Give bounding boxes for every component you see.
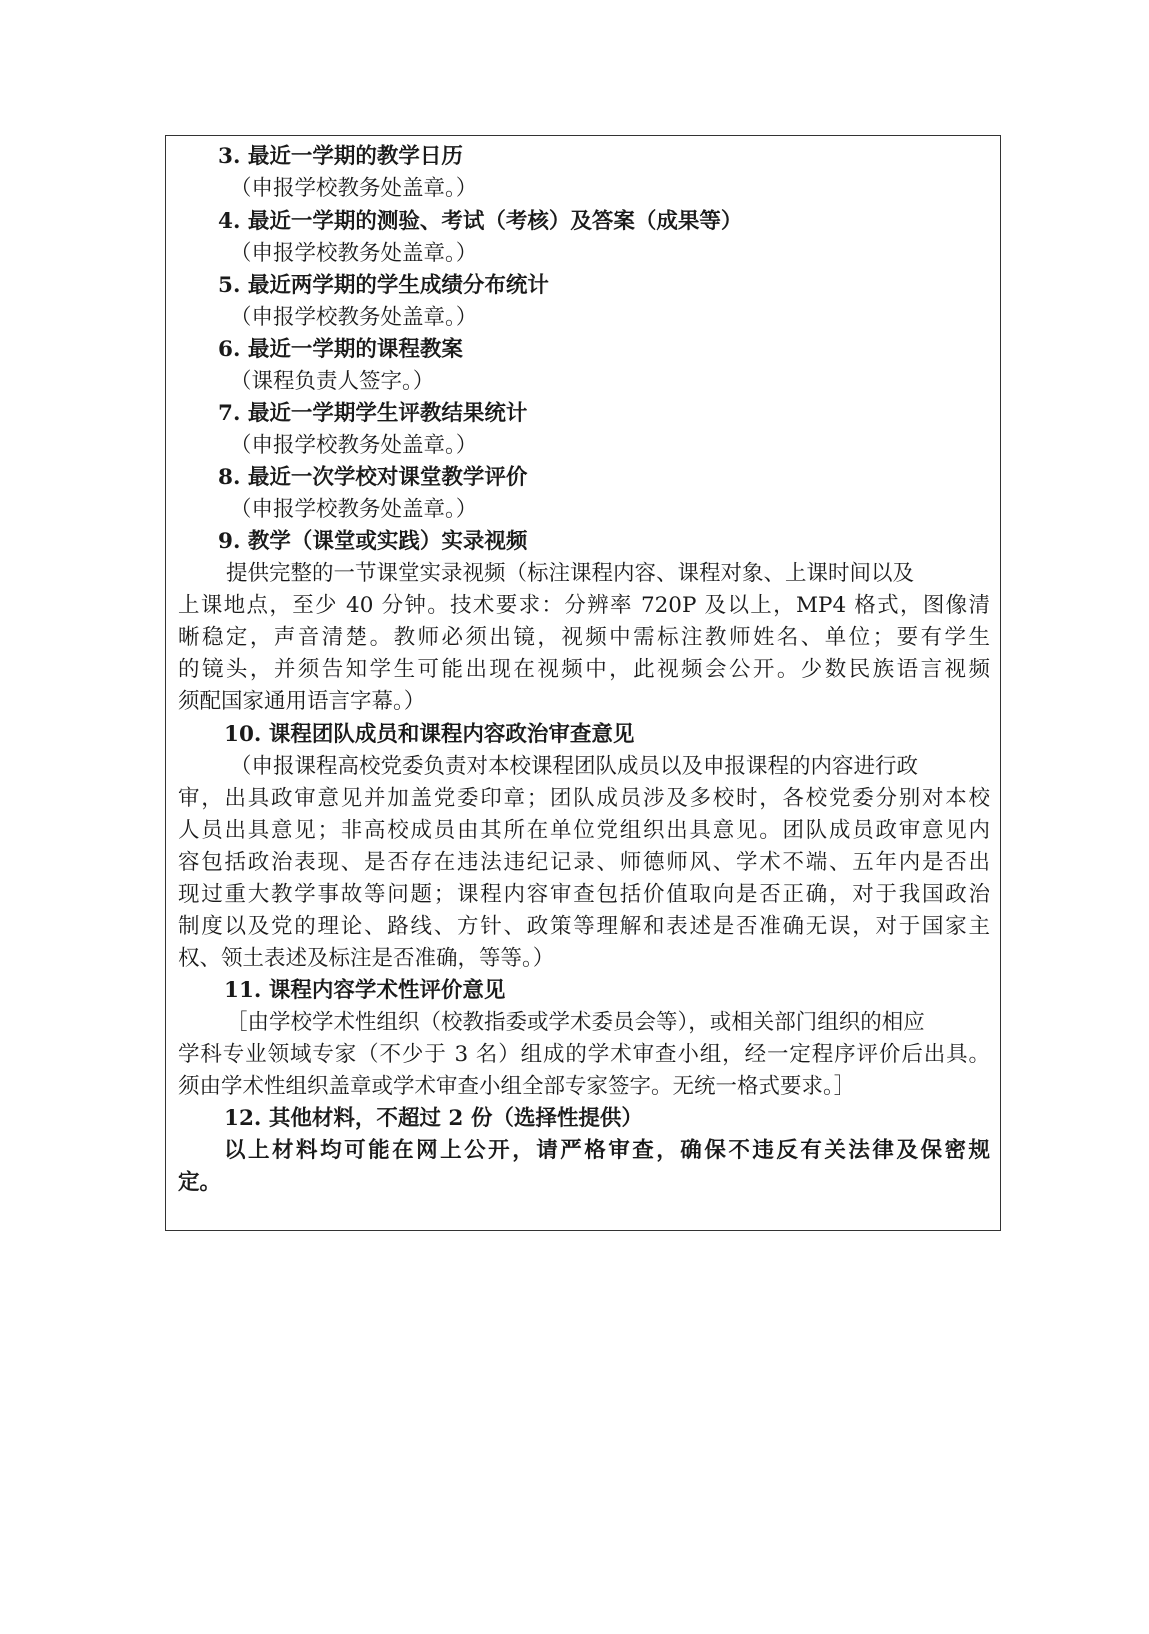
item-6-note: （课程负责人签字。） xyxy=(230,369,435,394)
item-9-line-4: 的镜头，并须告知学生可能出现在视频中，此视频会公开。少数民族语言视频 xyxy=(178,657,990,682)
item-9-line-5: 须配国家通用语言字幕。） xyxy=(178,689,426,714)
item-7-note: （申报学校教务处盖章。） xyxy=(230,433,478,458)
item-10-line-1: （申报课程高校党委负责对本校课程团队成员以及申报课程的内容进行政 xyxy=(230,754,919,779)
item-6-title: 6. 最近一学期的课程教案 xyxy=(218,337,463,362)
item-3-note: （申报学校教务处盖章。） xyxy=(230,176,478,201)
item-8-title: 8. 最近一次学校对课堂教学评价 xyxy=(218,465,528,490)
closing-line-2: 定。 xyxy=(178,1170,222,1195)
item-12-title: 12. 其他材料，不超过 2 份（选择性提供） xyxy=(224,1106,643,1131)
closing-line-1: 以上材料均可能在网上公开，请严格审查，确保不违反有关法律及保密规 xyxy=(224,1138,990,1163)
item-11-line-3: 须由学术性组织盖章或学术审查小组全部专家签字。无统一格式要求。］ xyxy=(178,1074,856,1099)
item-8-note: （申报学校教务处盖章。） xyxy=(230,497,478,522)
item-11-line-1: ［由学校学术性组织（校教指委或学术委员会等），或相关部门组织的相应 xyxy=(226,1010,925,1035)
item-7-title: 7. 最近一学期学生评教结果统计 xyxy=(218,401,528,426)
item-10-line-7: 权、领土表述及标注是否准确，等等。） xyxy=(178,946,555,971)
item-4-note: （申报学校教务处盖章。） xyxy=(230,241,478,266)
item-11-title: 11. 课程内容学术性评价意见 xyxy=(224,978,506,1003)
item-5-title: 5. 最近两学期的学生成绩分布统计 xyxy=(218,273,549,298)
item-9-line-2: 上课地点，至少 40 分钟。技术要求：分辨率 720P 及以上，MP4 格式，图像清 xyxy=(178,593,990,618)
item-10-line-5: 现过重大教学事故等问题；课程内容审查包括价值取向是否正确，对于我国政治 xyxy=(178,882,990,907)
item-3-title: 3. 最近一学期的教学日历 xyxy=(218,144,463,169)
item-10-line-6: 制度以及党的理论、路线、方针、政策等理解和表述是否准确无误，对于国家主 xyxy=(178,914,990,939)
item-10-title: 10. 课程团队成员和课程内容政治审查意见 xyxy=(224,722,635,747)
item-10-line-4: 容包括政治表现、是否存在违法违纪记录、师德师风、学术不端、五年内是否出 xyxy=(178,850,990,875)
item-10-line-2: 审，出具政审意见并加盖党委印章；团队成员涉及多校时，各校党委分别对本校 xyxy=(178,786,990,811)
item-9-title: 9. 教学（课堂或实践）实录视频 xyxy=(218,529,528,554)
materials-list-box xyxy=(165,135,1001,1231)
item-11-line-2: 学科专业领域专家（不少于 3 名）组成的学术审查小组，经一定程序评价后出具。 xyxy=(178,1042,990,1067)
item-9-line-3: 晰稳定，声音清楚。教师必须出镜，视频中需标注教师姓名、单位；要有学生 xyxy=(178,625,990,650)
item-5-note: （申报学校教务处盖章。） xyxy=(230,305,478,330)
item-9-line-1: 提供完整的一节课堂实录视频（标注课程内容、课程对象、上课时间以及 xyxy=(226,561,915,586)
item-4-title: 4. 最近一学期的测验、考试（考核）及答案（成果等） xyxy=(218,209,743,234)
item-10-line-3: 人员出具意见；非高校成员由其所在单位党组织出具意见。团队成员政审意见内 xyxy=(178,818,990,843)
